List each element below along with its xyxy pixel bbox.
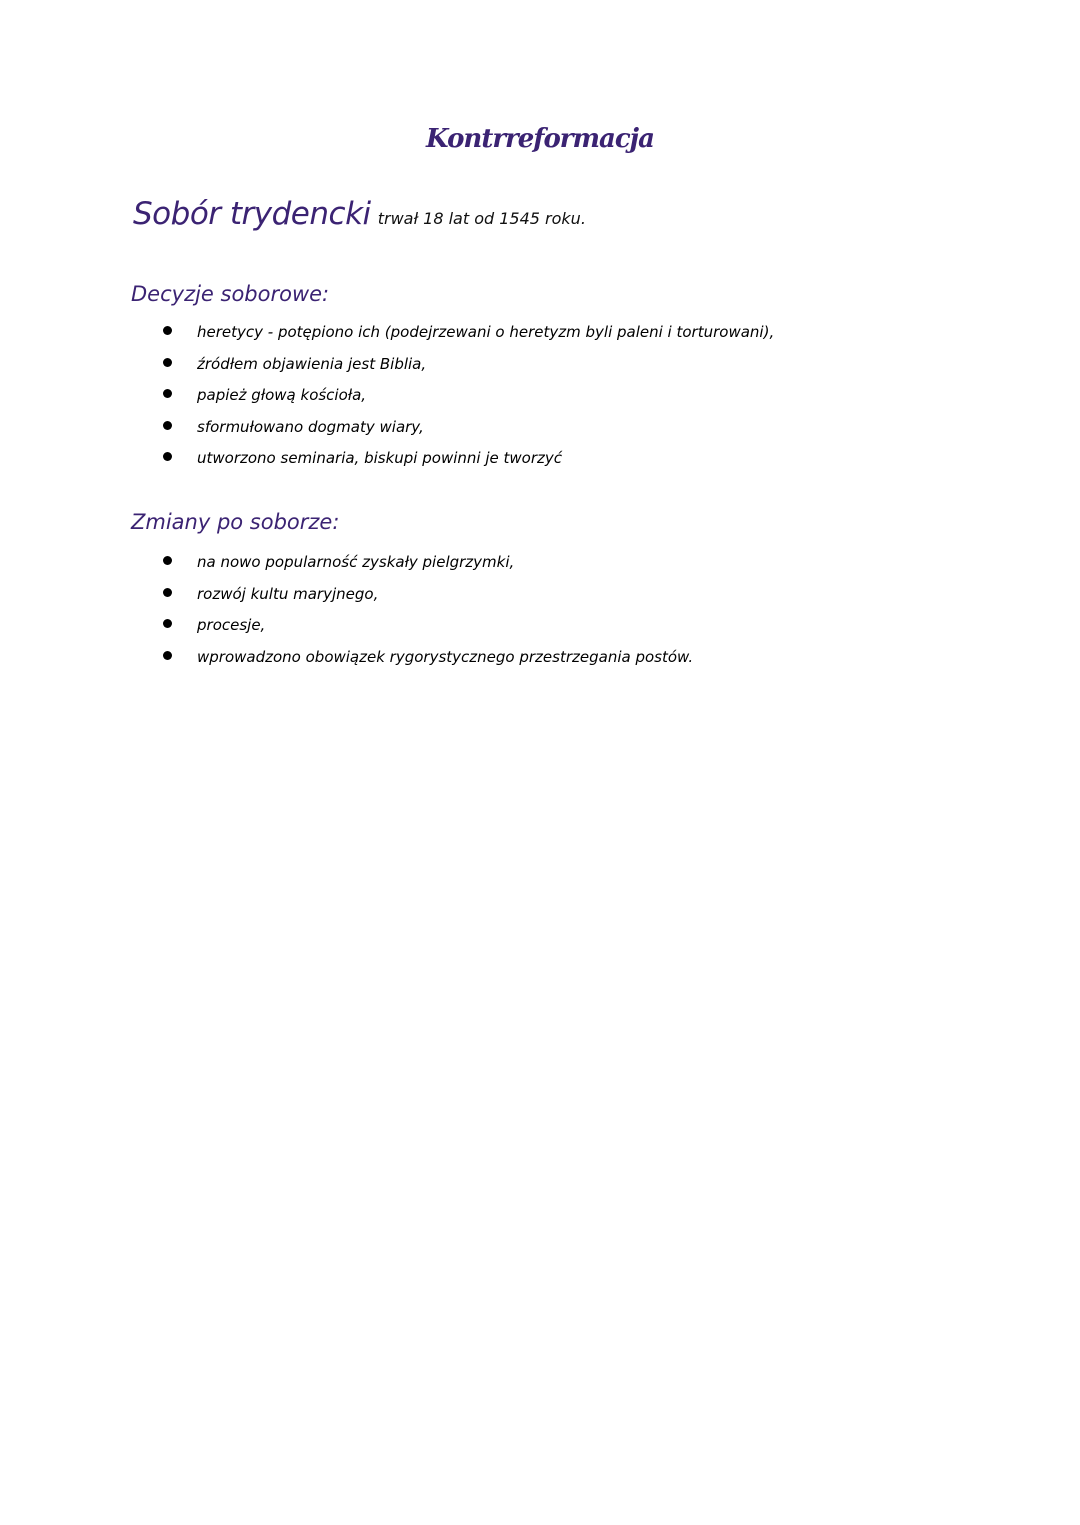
list-item — [163, 609, 693, 641]
decisions-list — [163, 316, 774, 474]
section-heading-decisions: Decyzje soborowe: — [131, 282, 330, 306]
bullet-icon — [163, 588, 172, 597]
bullet-icon — [163, 421, 172, 430]
bullet-icon — [163, 358, 172, 367]
bullet-icon — [163, 619, 172, 628]
list-item-text: rozwój kultu maryjnego, — [197, 584, 379, 603]
list-item-text: papież głową kościoła, — [197, 386, 367, 404]
bullet-icon — [163, 651, 172, 660]
intro-line — [133, 196, 586, 232]
bullet-icon — [163, 452, 172, 461]
bullet-icon — [163, 556, 172, 565]
list-item — [163, 442, 774, 474]
list-item — [163, 316, 774, 348]
bullet-icon — [163, 326, 172, 335]
list-item — [163, 641, 693, 673]
list-item — [163, 546, 693, 578]
list-item-text: wprowadzono obowiązek rygorystycznego przestrzegania postów. — [197, 647, 694, 666]
list-item-text: sformułowano dogmaty wiary, — [197, 417, 424, 436]
list-item — [163, 379, 774, 411]
list-item-text: na nowo popularność zyskały pielgrzymki, — [197, 553, 515, 571]
list-item — [163, 578, 693, 610]
list-item-text: procesje, — [197, 616, 266, 634]
intro-rest: trwał 18 lat od 1545 roku. — [377, 209, 586, 228]
list-item-text: heretycy - potępiono ich (podejrzewani o heretyzm byli paleni i torturowani), — [197, 323, 775, 341]
section-heading-changes: Zmiany po soborze: — [131, 510, 340, 534]
bullet-icon — [163, 389, 172, 398]
list-item-text: utworzono seminaria, biskupi powinni je tworzyć — [197, 449, 562, 467]
document-title: Kontrreformacja — [426, 124, 654, 154]
list-item — [163, 348, 774, 380]
list-item-text: źródłem objawienia jest Biblia, — [197, 354, 427, 373]
changes-list — [163, 546, 693, 672]
list-item — [163, 411, 774, 443]
intro-lead: Sobór trydencki — [133, 196, 371, 232]
